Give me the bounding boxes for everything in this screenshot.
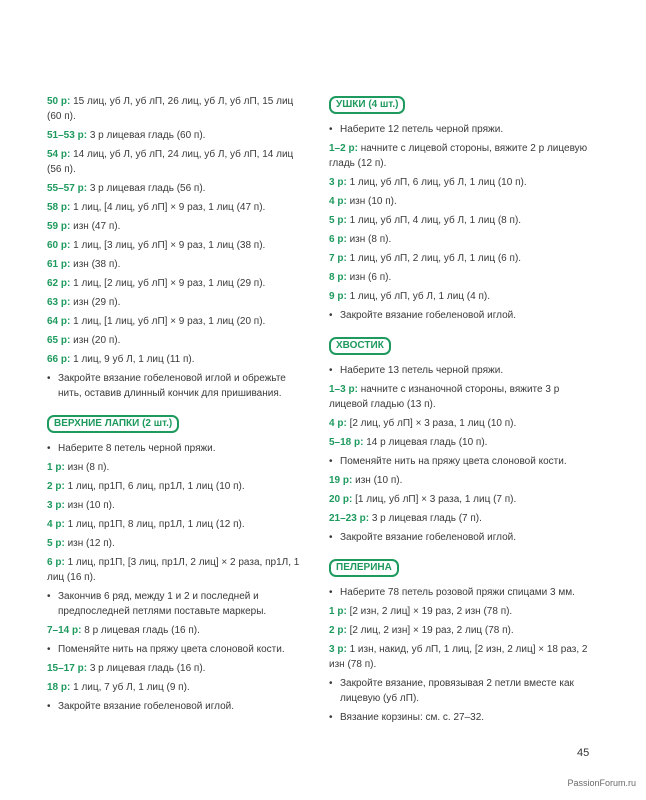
row-instruction: изн (8 п).: [349, 234, 392, 245]
section-heading-ears: УШКИ (4 шт.): [329, 96, 405, 114]
row-instruction: [2 лиц, 2 изн] × 19 раз, 2 лиц (78 п).: [349, 625, 514, 636]
right-column: [329, 94, 595, 729]
page-number: 45: [577, 747, 590, 759]
row-number: 59 р:: [47, 221, 71, 232]
row-number: 5 р:: [47, 538, 65, 549]
pattern-row: [47, 517, 309, 532]
row-number: 15–17 р:: [47, 663, 88, 674]
row-number: 3 р:: [329, 177, 347, 188]
row-instruction: изн (10 п).: [349, 196, 397, 207]
row-instruction: 1 изн, накид, уб лП, 1 лиц, [2 изн, 2 лиц] × 18 раз, 2 изн (78 п).: [329, 644, 588, 670]
row-number: 51–53 р:: [47, 130, 88, 141]
pattern-row: [329, 175, 595, 190]
row-instruction: [2 изн, 2 лиц] × 19 раз, 2 изн (78 п).: [349, 606, 513, 617]
row-instruction: изн (38 п).: [73, 259, 121, 270]
bullet-cape-2: • Закройте вязание, провязывая 2 петли вместе как лицевую (уб лП).: [329, 676, 595, 706]
bullet-tail-2: • Поменяйте нить на пряжу цвета слоновой кости.: [329, 454, 595, 469]
ears-rows: [329, 141, 595, 304]
row-number: 21–23 р:: [329, 513, 370, 524]
row-instruction: 1 лиц, 7 уб Л, 1 лиц (9 п).: [73, 682, 190, 693]
row-number: 7 р:: [329, 253, 347, 264]
cape-rows: [329, 604, 595, 672]
left-rows-list: [47, 94, 309, 367]
row-number: 63 р:: [47, 297, 71, 308]
bullet-tail-3: • Закройте вязание гобеленовой иглой.: [329, 530, 595, 545]
row-number: 3 р:: [329, 644, 347, 655]
row-instruction: изн (10 п).: [355, 475, 403, 486]
pattern-row: [47, 147, 309, 177]
row-instruction: 1 лиц, уб лП, 2 лиц, уб Л, 1 лиц (6 п).: [349, 253, 522, 264]
row-number: 64 р:: [47, 316, 71, 327]
bullet-cape-1: • Наберите 78 петель розовой пряжи спицами 3 мм.: [329, 585, 595, 600]
row-instruction: изн (47 п).: [73, 221, 121, 232]
pattern-row: [47, 333, 309, 348]
row-number: 20 р:: [329, 494, 353, 505]
pattern-row: [47, 181, 309, 196]
row-instruction: изн (8 п).: [67, 462, 110, 473]
row-number: 61 р:: [47, 259, 71, 270]
bullet-ears-2: • Закройте вязание гобеленовой иглой.: [329, 308, 595, 323]
row-number: 6 р:: [47, 557, 65, 568]
pattern-row: [47, 536, 309, 551]
pattern-row: [329, 511, 595, 526]
row-instruction: 14 р лицевая гладь (10 п).: [366, 437, 488, 448]
pattern-row: [47, 680, 309, 695]
row-instruction: 1 лиц, пр1П, 6 лиц, пр1Л, 1 лиц (10 п).: [67, 481, 245, 492]
bullet-paws-1: • Наберите 8 петель черной пряжи.: [47, 441, 309, 456]
pattern-row: [47, 479, 309, 494]
row-number: 60 р:: [47, 240, 71, 251]
row-number: 1 р:: [47, 462, 65, 473]
pattern-row: [329, 213, 595, 228]
pattern-row: [329, 251, 595, 266]
row-number: 55–57 р:: [47, 183, 88, 194]
row-number: 50 р:: [47, 96, 71, 107]
pattern-row: [47, 238, 309, 253]
bullet-ears-1: • Наберите 12 петель черной пряжи.: [329, 122, 595, 137]
row-number: 62 р:: [47, 278, 71, 289]
row-number: 19 р:: [329, 475, 353, 486]
row-instruction: 1 лиц, [4 лиц, уб лП] × 9 раз, 1 лиц (47 п).: [73, 202, 266, 213]
pattern-row: [47, 94, 309, 124]
pattern-row: [47, 555, 309, 585]
pattern-row: [47, 460, 309, 475]
row-instruction: 3 р лицевая гладь (16 п).: [89, 663, 206, 674]
paws-rows-1: [47, 460, 309, 585]
row-instruction: [2 лиц, уб лП] × 3 раза, 1 лиц (10 п).: [349, 418, 517, 429]
row-number: 2 р:: [47, 481, 65, 492]
section-heading-paws: ВЕРХНИЕ ЛАПКИ (2 шт.): [47, 415, 179, 433]
pattern-row: [329, 642, 595, 672]
pattern-row: [329, 604, 595, 619]
pattern-row: [47, 295, 309, 310]
tail-rows-2: [329, 473, 595, 526]
row-number: 4 р:: [329, 418, 347, 429]
row-instruction: 3 р лицевая гладь (60 п).: [89, 130, 206, 141]
row-instruction: изн (6 п).: [349, 272, 392, 283]
row-instruction: 1 лиц, пр1П, [3 лиц, пр1Л, 2 лиц] × 2 раза, пр1Л, 1 лиц (16 п).: [47, 557, 300, 583]
row-number: 1 р:: [329, 606, 347, 617]
row-instruction: 14 лиц, уб Л, уб лП, 24 лиц, уб Л, уб лП, 14 лиц (56 п).: [47, 149, 294, 175]
section-heading-tail: ХВОСТИК: [329, 337, 391, 355]
bullet-paws-2: • Закончив 6 ряд, между 1 и 2 и последней и предпоследней петлями поставьте маркеры.: [47, 589, 309, 619]
pattern-row: [47, 352, 309, 367]
paws-row-7-14: 7–14 р: 8 р лицевая гладь (16 п).: [47, 625, 200, 636]
left-column: [47, 94, 309, 718]
row-instruction: 1 лиц, 9 уб Л, 1 лиц (11 п).: [73, 354, 195, 365]
pattern-row: [329, 141, 595, 171]
pattern-row: [47, 314, 309, 329]
pattern-row: [329, 232, 595, 247]
pattern-row: [47, 200, 309, 215]
row-instruction: изн (20 п).: [73, 335, 121, 346]
row-instruction: 3 р лицевая гладь (7 п).: [371, 513, 482, 524]
row-number: 2 р:: [329, 625, 347, 636]
pattern-row: [47, 276, 309, 291]
row-instruction: 15 лиц, уб Л, уб лП, 26 лиц, уб Л, уб лП, 15 лиц (60 п).: [47, 96, 294, 122]
row-number: 66 р:: [47, 354, 71, 365]
row-number: 8 р:: [329, 272, 347, 283]
pattern-row: [329, 382, 595, 412]
pattern-row: [329, 416, 595, 431]
tail-rows-1: [329, 382, 595, 450]
pattern-row: [329, 492, 595, 507]
watermark: PassionForum.ru: [567, 778, 636, 788]
bullet-tail-1: • Наберите 13 петель черной пряжи.: [329, 363, 595, 378]
bullet-close: • Закройте вязание гобеленовой иглой и обрежьте нить, оставив длинный кончик для пришивания.: [47, 371, 309, 401]
pattern-row: [47, 498, 309, 513]
row-instruction: 1 лиц, пр1П, 8 лиц, пр1Л, 1 лиц (12 п).: [67, 519, 245, 530]
bullet-paws-4: • Закройте вязание гобеленовой иглой.: [47, 699, 309, 714]
row-number: 58 р:: [47, 202, 71, 213]
row-number: 6 р:: [329, 234, 347, 245]
row-instruction: изн (29 п).: [73, 297, 121, 308]
row-instruction: 1 лиц, [3 лиц, уб лП] × 9 раз, 1 лиц (38 п).: [73, 240, 266, 251]
row-instruction: 1 лиц, уб лП, уб Л, 1 лиц (4 п).: [349, 291, 491, 302]
pattern-row: [329, 435, 595, 450]
row-instruction: [1 лиц, уб лП] × 3 раза, 1 лиц (7 п).: [355, 494, 517, 505]
row-instruction: начните с изнаночной стороны, вяжите 3 р лицевой гладью (13 п).: [329, 384, 560, 410]
bullet-cape-3: • Вязание корзины: см. с. 27–32.: [329, 710, 595, 725]
paws-rows-2: [47, 661, 309, 695]
row-instruction: начните с лицевой стороны, вяжите 2 р лицевую гладь (12 п).: [329, 143, 588, 169]
section-heading-cape: ПЕЛЕРИНА: [329, 559, 399, 577]
row-number: 54 р:: [47, 149, 71, 160]
row-instruction: 3 р лицевая гладь (56 п).: [89, 183, 206, 194]
bullet-paws-3: • Поменяйте нить на пряжу цвета слоновой кости.: [47, 642, 309, 657]
row-number: 1–3 р:: [329, 384, 358, 395]
row-instruction: 1 лиц, уб лП, 4 лиц, уб Л, 1 лиц (8 п).: [349, 215, 522, 226]
row-instruction: 1 лиц, [2 лиц, уб лП] × 9 раз, 1 лиц (29 п).: [73, 278, 266, 289]
pattern-row: [47, 661, 309, 676]
row-number: 5–18 р:: [329, 437, 364, 448]
row-number: 65 р:: [47, 335, 71, 346]
row-instruction: 1 лиц, уб лП, 6 лиц, уб Л, 1 лиц (10 п).: [349, 177, 527, 188]
row-number: 5 р:: [329, 215, 347, 226]
row-number: 3 р:: [47, 500, 65, 511]
pattern-row: [47, 219, 309, 234]
pattern-row: [47, 257, 309, 272]
pattern-row: [329, 623, 595, 638]
row-instruction: 1 лиц, [1 лиц, уб лП] × 9 раз, 1 лиц (20 п).: [73, 316, 266, 327]
row-instruction: изн (10 п).: [67, 500, 115, 511]
row-number: 4 р:: [329, 196, 347, 207]
row-instruction: изн (12 п).: [67, 538, 115, 549]
pattern-row: [329, 289, 595, 304]
row-number: 4 р:: [47, 519, 65, 530]
pattern-row: [47, 128, 309, 143]
row-number: 9 р:: [329, 291, 347, 302]
pattern-row: [329, 194, 595, 209]
pattern-row: [329, 270, 595, 285]
row-number: 18 р:: [47, 682, 71, 693]
row-number: 1–2 р:: [329, 143, 358, 154]
pattern-row: [329, 473, 595, 488]
